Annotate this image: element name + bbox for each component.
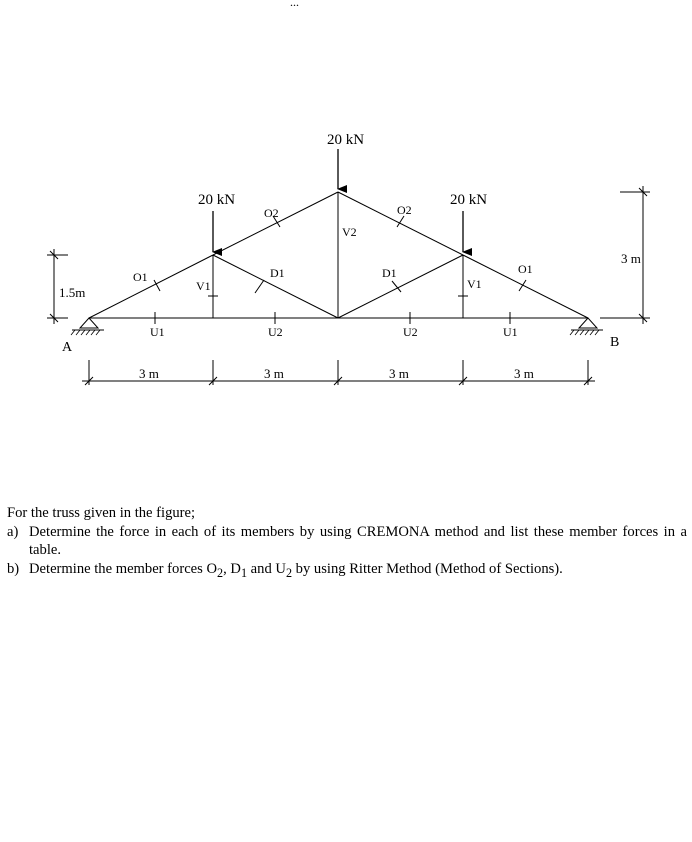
part-b-o-subscript: 2 — [217, 565, 224, 580]
load-label-right: 20 kN — [450, 192, 488, 208]
dim-span-1: 3 m — [139, 366, 159, 381]
label-d1-right: D1 — [382, 266, 397, 280]
label-o2-right: O2 — [397, 203, 412, 217]
part-a-text: Determine the force in each of its members by using CREMONA method and list these member forces in a table. — [29, 523, 687, 558]
part-b-text-post: by using Ritter Method (Method of Sections). — [292, 560, 563, 577]
header-fragment: ... — [290, 0, 299, 9]
problem-part-b — [7, 560, 687, 582]
dim-span-4: 3 m — [514, 366, 534, 381]
support-b — [570, 318, 619, 350]
part-b-label: b) — [7, 560, 20, 577]
problem-intro: For the truss given in the figure; — [7, 505, 196, 521]
label-v2: V2 — [342, 225, 357, 239]
support-a-label: A — [62, 340, 73, 355]
member-d1-left — [213, 255, 338, 318]
part-b-text-pre: Determine the member forces O — [29, 560, 218, 577]
label-o1-right: O1 — [518, 262, 533, 276]
member-o1-left — [89, 255, 213, 318]
label-u1-left: U1 — [150, 325, 165, 339]
part-b-d-subscript: 1 — [240, 565, 248, 580]
part-b-sep-2: and U — [247, 560, 286, 577]
label-o1-left: O1 — [133, 270, 148, 284]
problem-part-a — [7, 523, 687, 560]
truss-members — [89, 192, 588, 318]
support-b-label: B — [610, 335, 620, 350]
part-b-u-subscript: 2 — [285, 565, 293, 580]
load-label-left: 20 kN — [198, 192, 236, 208]
label-v1-right: V1 — [467, 277, 482, 291]
part-a-label: a) — [7, 523, 19, 540]
member-ticks — [154, 216, 526, 324]
part-b-sep-1: , D — [223, 560, 241, 577]
support-a — [62, 318, 104, 355]
label-d1-left: D1 — [270, 266, 285, 280]
member-d1-right — [338, 255, 463, 318]
label-v1-left: V1 — [196, 279, 211, 293]
label-o2-left: O2 — [264, 206, 279, 220]
dim-span-2: 3 m — [264, 366, 284, 381]
load-label-middle: 20 kN — [327, 132, 365, 148]
member-o2-right — [338, 192, 463, 255]
dim-height-mid: 1.5m — [59, 285, 86, 300]
label-u2-left: U2 — [268, 325, 283, 339]
label-u1-right: U1 — [503, 325, 518, 339]
label-u2-right: U2 — [403, 325, 418, 339]
dim-span-3: 3 m — [389, 366, 409, 381]
problem-statement — [7, 504, 687, 582]
dim-height-total: 3 m — [621, 251, 641, 266]
